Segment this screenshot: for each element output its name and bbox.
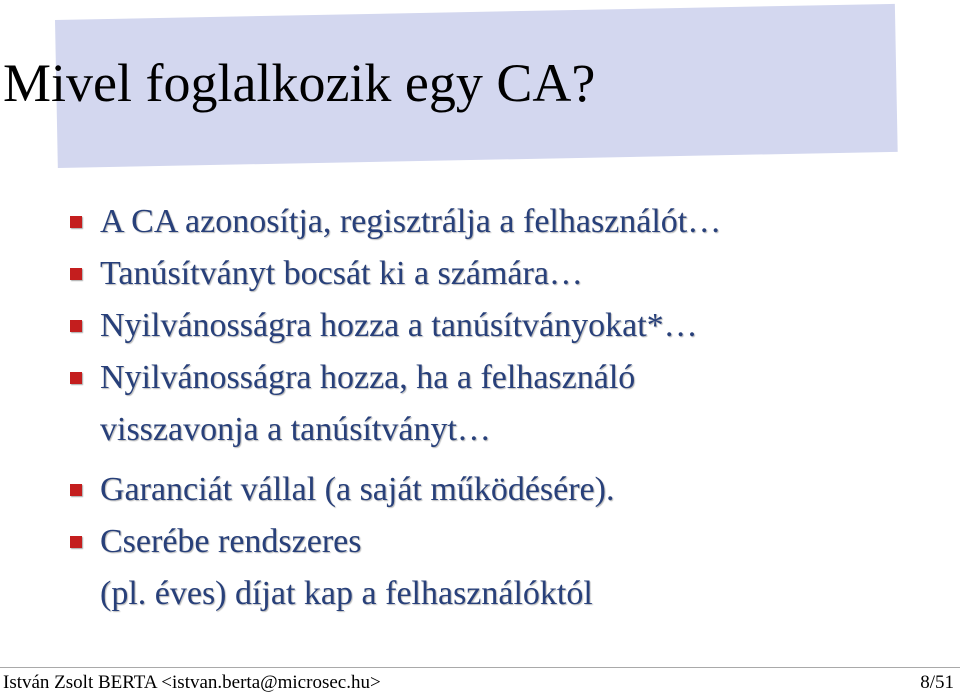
- slide-title: Mivel foglalkozik egy CA?: [3, 53, 596, 113]
- bullet-item: [70, 516, 930, 620]
- page-number: 8/51: [920, 672, 954, 693]
- square-bullet-icon: [70, 320, 82, 332]
- bullet-item: [70, 352, 930, 456]
- bullet-item: [70, 248, 930, 300]
- bullet-item: [70, 464, 930, 516]
- square-bullet-icon: [70, 268, 82, 280]
- square-bullet-icon: [70, 536, 82, 548]
- bullet-item: [70, 300, 930, 352]
- bullet-text: Nyilvánosságra hozza a tanúsítványokat*…: [100, 307, 698, 344]
- footer-divider: [0, 667, 960, 668]
- bullet-text: Garanciát vállal (a saját működésére).: [100, 471, 615, 508]
- bullet-text-continued: visszavonja a tanúsítványt…: [100, 411, 491, 448]
- square-bullet-icon: [70, 484, 82, 496]
- bullet-text-continued: (pl. éves) díjat kap a felhasználóktól: [100, 575, 593, 612]
- bullet-text: Nyilvánosságra hozza, ha a felhasználó: [100, 359, 636, 396]
- bullet-item: [70, 196, 930, 248]
- footer-author: István Zsolt BERTA <istvan.berta@microsec.hu>: [3, 672, 381, 693]
- bullet-text: Cserébe rendszeres: [100, 523, 362, 560]
- bullet-text: A CA azonosítja, regisztrálja a felhasználót…: [100, 203, 722, 240]
- square-bullet-icon: [70, 216, 82, 228]
- bullet-text: Tanúsítványt bocsát ki a számára…: [100, 255, 583, 292]
- bullet-list: [70, 196, 930, 620]
- square-bullet-icon: [70, 372, 82, 384]
